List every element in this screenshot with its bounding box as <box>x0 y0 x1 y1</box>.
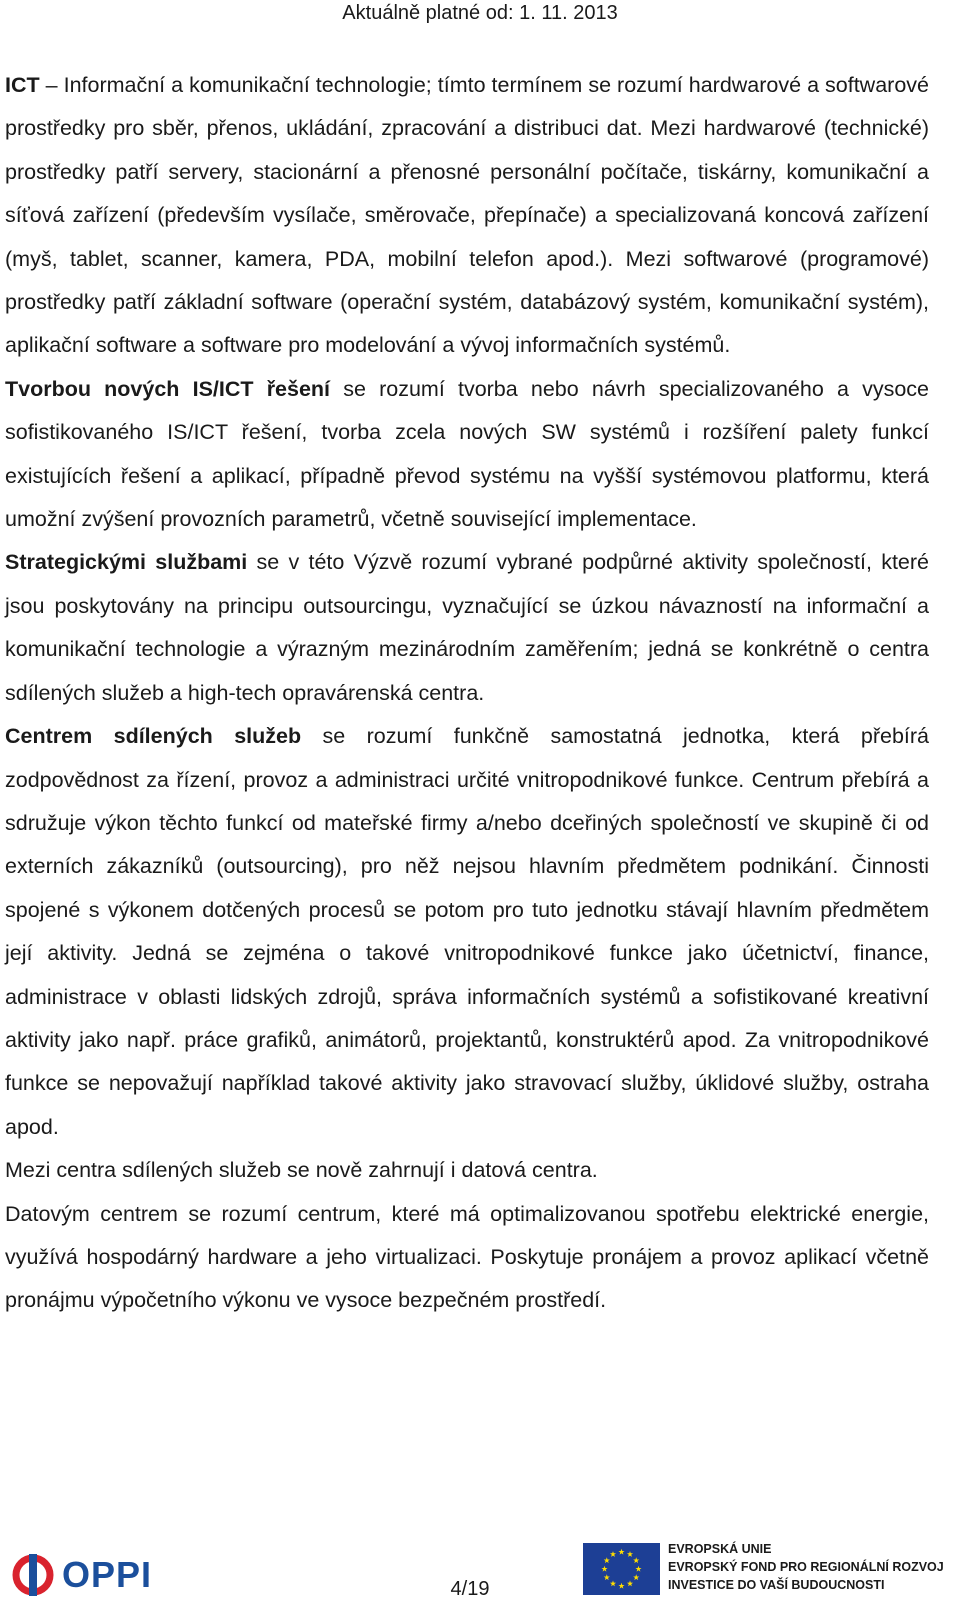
eu-line-union: EVROPSKÁ UNIE <box>668 1542 772 1556</box>
definition-strategic-services: se v této Výzvě rozumí vybrané podpůrné aktivity společností, které jsou poskytovány na principu outsourcingu, vyznačující se úzkou návazností na informační a komunikační technologie a výrazným mezinárodním zaměřením; jedná se konkrétně o centra sdílených služeb a high-tech opravárenská centra. <box>5 550 929 705</box>
definition-is-ict-solutions: se rozumí tvorba nebo návrh specializovaného a vysoce sofistikovaného IS/ICT řešení, tvorba zcela nových SW systémů i rozšíření palety funkcí existujících řešení a aplikací, případně převod systému na vyšší systémovou platformu, která umožní zvýšení provozních parametrů, včetně související implementace. <box>5 376 929 532</box>
document-body <box>5 64 929 1323</box>
page-header: Aktuálně platné od: 1. 11. 2013 <box>342 2 618 24</box>
oppi-emblem-icon <box>10 1552 56 1598</box>
paragraph-data-centers-note <box>5 1149 929 1192</box>
paragraph-ict <box>5 64 929 368</box>
oppi-logo <box>10 1552 170 1598</box>
paragraph-is-ict-solutions <box>5 368 929 542</box>
term-is-ict-solutions: Tvorbou nových IS/ICT řešení <box>5 376 331 401</box>
page-footer <box>0 1540 960 1613</box>
page-number: 4/19 <box>450 1578 490 1600</box>
paragraph-shared-services-center <box>5 715 929 1149</box>
term-ict: ICT <box>5 73 40 97</box>
eu-logo <box>583 1540 960 1613</box>
definition-data-center: Datovým centrem se rozumí centrum, které má optimalizovanou spotřebu elektrické energie, využívá hospodárný hardware a jeho virtualizaci. Poskytuje pronájem a provoz aplikací včetně pronájmu výpočetního výkonu ve vysoce bezpečném prostředí. <box>5 1201 929 1313</box>
definition-ict: – Informační a komunikační technologie; tímto termínem se rozumí hardwarové a softwarové prostředky pro sběr, přenos, ukládání, zpracování a distribuci dat. Mezi hardwarové (technické) prostředky patří servery, stacionární a přenosné personální počítače, tiskárny, komunikační a síťová zařízení (především vysílače, směrovače, přepínače) a specializovaná koncová zařízení (myš, tablet, scanner, kamera, PDA, mobilní telefon apod.). Mezi softwarové (programové) prostředky patří základní software (operační systém, databázový systém, komunikační systém), aplikační software a software pro modelování a vývoj informačních systémů. <box>5 73 929 358</box>
paragraph-data-center <box>5 1193 929 1323</box>
data-centers-note: Mezi centra sdílených služeb se nově zahrnují i datová centra. <box>5 1158 598 1183</box>
eu-line-fund: EVROPSKÝ FOND PRO REGIONÁLNÍ ROZVOJ <box>668 1560 944 1574</box>
oppi-logo-text: OPPI <box>62 1554 153 1595</box>
definition-shared-services-center: se rozumí funkčně samostatná jednotka, která přebírá zodpovědnost za řízení, provoz a administraci určité vnitropodnikové funkce. Centrum přebírá a sdružuje výkon těchto funkcí od mateřské firmy a/nebo dceřiných společností ve skupině či od externích zákazníků (outsourcing), pro něž nejsou hlavním předmětem podnikání. Činnosti spojené s výkonem dotčených procesů se potom pro tuto jednotku stávají hlavním předmětem její aktivity. Jedná se zejména o takové vnitropodnikové funkce jako účetnictví, finance, administrace v oblasti lidských zdrojů, správa informačních systémů a sofistikované kreativní aktivity jako např. práce grafiků, animátorů, projektantů, konstruktérů apod. Za vnitropodnikové funkce se nepovažují například takové aktivity jako stravovací služby, úklidové služby, ostraha apod. <box>5 724 929 1139</box>
term-strategic-services: Strategickými službami <box>5 550 248 575</box>
term-shared-services-center: Centrem sdílených služeb <box>5 724 302 749</box>
eu-text <box>668 1540 944 1594</box>
eu-flag-icon <box>583 1543 660 1595</box>
paragraph-strategic-services <box>5 541 929 715</box>
eu-line-investment: INVESTICE DO VAŠÍ BUDOUCNOSTI <box>668 1578 885 1592</box>
